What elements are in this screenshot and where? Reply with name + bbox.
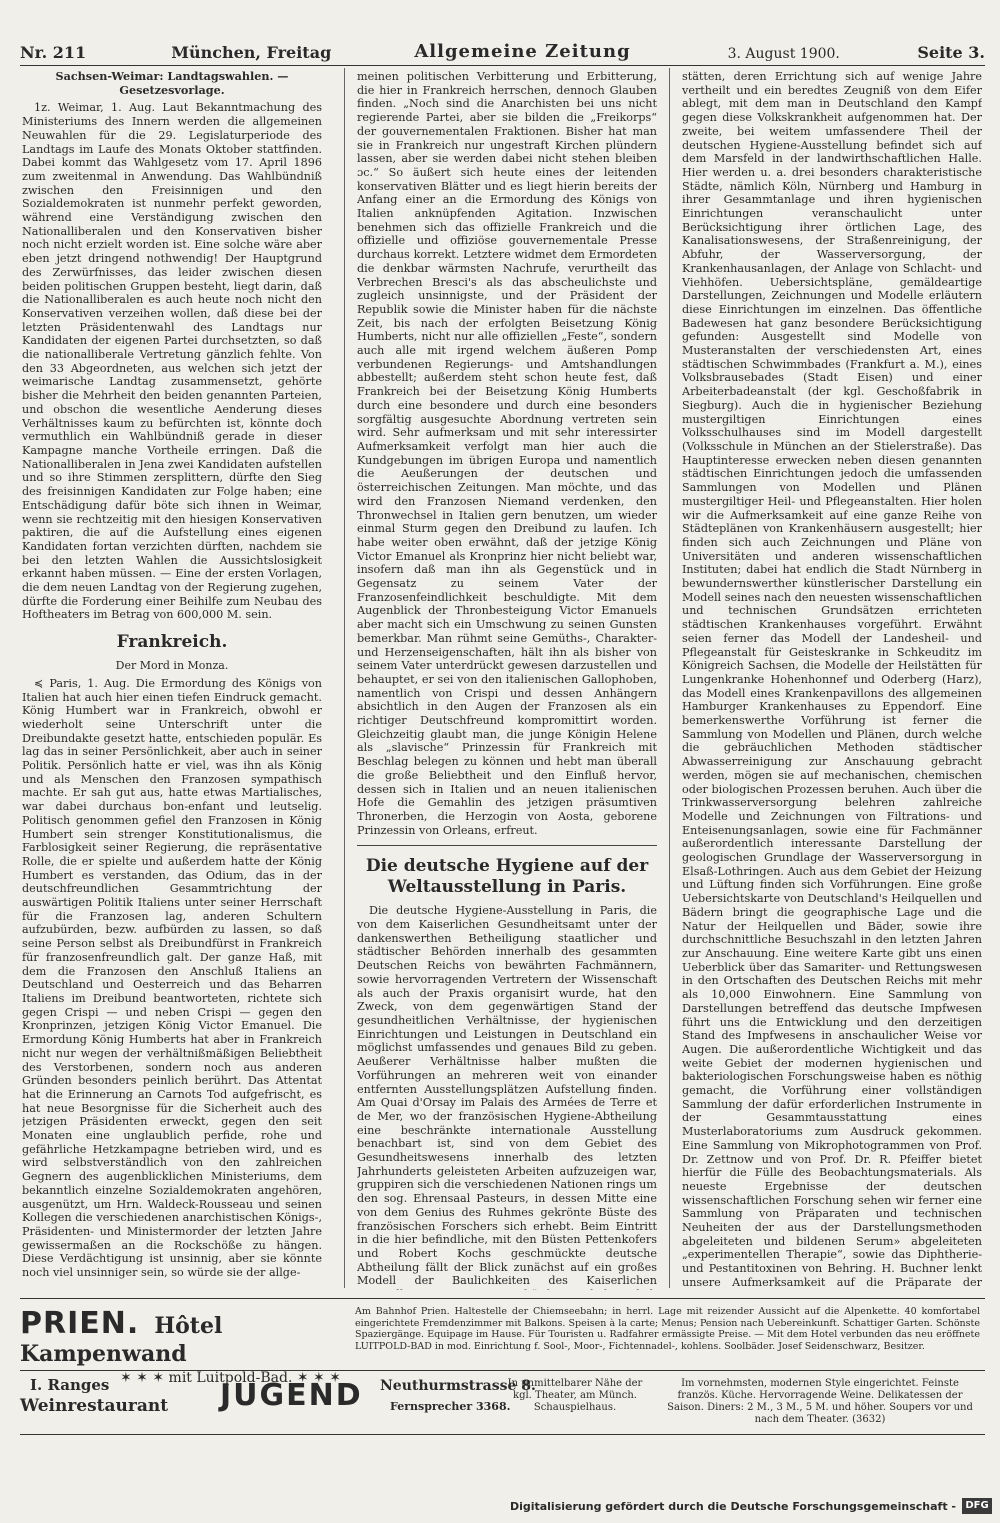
- article-title-hygiene: Die deutsche Hygiene auf der Weltausstellung in Paris.: [365, 856, 649, 898]
- ad-rule-top: [20, 1298, 985, 1299]
- ad-jugend-rank: I. Ranges: [30, 1376, 110, 1394]
- digitization-footer: [0, 1498, 1000, 1518]
- article-hygiene-continued: stätten, deren Errichtung sich auf wenige Jahre vertheilt und ein beredtes Zeugniß von dem Eifer ablegt, mit dem man in Deutschland den Kampf gegen diese Volkskrankheit aufgenommen hat. Der zweite, bei weitem umfassendere Theil der deutschen Hygiene-Ausstellung befindet sich auf dem Marsfeld in der landwirthschaftlichen Halle. Hier werden u. a. drei besonders charakteristische Städte, nämlich Köln, Nürnberg und Hamburg in ihrer Gesammtanlage und ihren hygienischen Einrichtungen veranschaulicht unter Berücksichtigung ihrer örtlichen Lage, des Kanalisationswesens, der Straßenreinigung, der Abfuhr, der Wasserversorgung, der Krankenhausanlagen, der Anlage von Schlacht- und Viehhöfen. Uebersichtspläne, gemäldeartige Darstellungen, Zeichnungen und Modelle erläutern diese Einrichtungen im einzelnen. Das öffentliche Badewesen hat ganz besondere Berücksichtigung gefunden: Ausgestellt sind Modelle von Musteranstalten der verschiedensten Art, eines städtischen Schwimmbades (Frankfurt a. M.), eines Volksbrausebades (Stadt Eisen) und einer Arbeiterbadeanstalt (der kgl. Geschoßfabrik in Siegburg). Auch die in hygienischer Beziehung mustergiltigen Einrichtungen eines Volksschulhauses sind im Modell dargestellt (Volksschule in München an der Stielerstraße). Das Hauptinteresse erwecken neben diesen genannten städtischen Einrichtungen jedoch die umfassenden Sammlungen von Modellen und Plänen mustergiltiger Heil- und Pflegeanstalten. Hier holen wir die Aufmerksamkeit auf eine ganze Reihe von Städteplänen von Krankenhäusern ausgestellt; hier finden sich auch Zeichnungen und Pläne von Universitäten und anderen wissenschaftlichen Instituten; dabei hat endlich die Stadt Nürnberg in bewundernswerther künstlerischer Darstellung ein Modell seines nach den neuesten wissenschaftlichen und technischen Grundsätzen errichteten städtischen Krankenhauses vorgeführt. Erwähnt seien ferner das Modell der Landesheil- und Pflegeanstalt für Geisteskranke in Schkeuditz im Königreich Sachsen, die Modelle der Heilstätten für Lungenkranke Hohenhonnef und Oderberg (Harz), das Modell eines Krankenpavillons des allgemeinen Hamburger Krankenhauses zu Eppendorf. Eine bemerkenswerthe Vorführung ist ferner die Sammlung von Modellen und Plänen, durch welche die gebräuchlichen Methoden städtischer Abwasserreinigung zur Anschauung gebracht werden, mögen sie auf mechanischen, chemischen oder biologischen Prozessen beruhen. Auch über die Trinkwasserversorgung belehren zahlreiche Modelle und Zeichnungen von Filtrations- und Enteisenungsanlagen, sowie eine für Fachmänner außerordentlich interessante Darstellung der geologischen Grundlage der Wasserversorgung in Elsaß-Lothringen. Auch aus dem Gebiet der Heizung und Lüftung finden sich Vorführungen. Eine große Uebersichtskarte von Deutschland's Heilquellen und Bädern bringt die geographische Lage und die Natur der Heilquellen und Bäder, sowie ihre durchschnittliche Besuchszahl in den letzten Jahren zur Anschauung. Eine weitere Karte gibt uns einen Ueberblick über das Samariter- und Rettungswesen in den Ortschaften des Deutschen Reichs mit mehr als 10,000 Einwohnern. Eine Sammlung von Darstellungen betreffend das deutsche Impfwesen führt uns die Entwicklung und den derzeitigen Stand des Impfwesens in anschaulicher Weise vor Augen. Die außerordentliche Wichtigkeit und das weite Gebiet der modernen hygienischen und bakteriologischen Forschungsweise haben es nöthig gemacht, die Vorführung einer vollständigen Sammlung der dafür erforderlichen Instrumente in der Gesammtausstattung eines Musterlaboratoriums zum Ausdruck gekommen. Eine Sammlung von Mikrophotogrammen von Prof. Dr. Zettnow und von Prof. Dr. R. Pfeiffer bietet hierfür die Fülle des Beobachtungsmaterials. Als neueste Ergebnisse der deutschen wissenschaftlichen Forschung sehen wir ferner eine Sammlung von Präparaten und technischen Neuheiten der aus der Darstellungsmethoden abgeleiteten und bildenen Serum» abgeleiteten „experimentellen Therapie“, sowie das Diphtherie- und Pestantitoxinen von Behring. H. Buchner lenkt unsere Aufmerksamkeit auf die Präparate der: [682, 70, 982, 1289]
- article-separator: [357, 845, 657, 846]
- ad-rule-bottom: [20, 1434, 985, 1435]
- footer-text: Digitalisierung gefördert durch die Deutsche Forschungsgemeinschaft -: [509, 1500, 956, 1513]
- section-heading-frankreich: Frankreich.: [116, 632, 228, 653]
- ad-jugend-restaurant: [20, 1376, 985, 1436]
- issue-date: 3. August 1900.: [727, 46, 840, 62]
- newspaper-page: [20, 40, 985, 1485]
- article-heading-weimar: Sachsen-Weimar: Landtagswahlen. — Gesetzesvorlage.: [55, 70, 289, 97]
- ad-hotel-name: Hôtel Kampenwand: [20, 1313, 223, 1367]
- ad-jugend-details: Im vornehmsten, modernen Style eingerichtet. Feinste französ. Küche. Hervorragende Weine. Delikatessen der Saison. Diners: 2 M., 3 M., 5 M. und höher. Soupers vor und nach dem Theater. (3632): [667, 1378, 973, 1425]
- column-3: [682, 70, 982, 1290]
- column-2: [357, 70, 657, 1290]
- article-subheading-monza: Der Mord in Monza.: [115, 659, 229, 673]
- page-number: Seite 3.: [917, 43, 985, 62]
- ad-jugend-name: JUGEND: [220, 1378, 363, 1413]
- header-rule: [20, 65, 985, 66]
- page-header: [20, 40, 985, 62]
- column-1: [22, 70, 322, 1290]
- article-paris-text: ≼ Paris, 1. Aug. Die Ermordung des Königs von Italien hat auch hier einen tiefen Eindruck gemacht. König Humbert war in Frankreich, obwohl er wiederholt seine Unterschrift unter die Dreibundakte gesetzt hatte, entschieden populär. Es lag das in seiner Persönlichkeit, aber auch in seiner Politik. Persönlich hatte er viel, was ihn als König und als Menschen den Franzosen sympathisch machte. Er sah gut aus, hatte etwas Martialisches, war dabei durchaus bon-enfant und leutselig. Politisch genommen gefiel den Franzosen in König Humbert sein strenger Konstitutionalismus, die Farblosigkeit seiner Regierung, die repräsentative Rolle, die er spielte und außerdem hatte der König Humbert es verstanden, das Odium, das in der deutschfreundlichen Gesammtrichtung der auswärtigen Politik Italiens unter seiner Herrschaft für die Franzosen lag, anderen Schultern aufzubürden, bezw. aufbürden zu lassen, so daß seine Person selbst als Dreibundfürst in Frankreich für franzosenfreundlich galt. Der ganze Haß, mit dem die Franzosen den Anschluß Italiens an Deutschland und Oesterreich und das Beharren Italiens im Dreibund beantworteten, richtete sich gegen Crispi — und neben Crispi — gegen den Kronprinzen, jetzigen König Victor Emanuel. Die Ermordung König Humberts hat aber in Frankreich nicht nur wegen der verhältnißmäßigen Beliebtheit des Verstorbenen, sondern noch aus anderen Gründen besonders peinlich berührt. Das Attentat hat die Erinnerung an Carnots Tod aufgefrischt, es hat neue Besorgnisse für die Sicherheit auch des jetzigen Präsidenten erweckt, gegen den seit Monaten eine unglaublich perfide, rohe und gefährliche Hetzkampagne betrieben wird, und es wird selbstverständlich von den zahlreichen Gegnern des augenblicklichen Ministeriums, dem bekanntlich einzelne Sozialdemokraten angehören, ausgenützt, um Hrn. Waldeck-Rousseau und seinen Kollegen die verschiedenen anarchistischen Königs-, Präsidenten- und Ministermorder der letzten Jahre gewissermaßen an die Rockschöße zu hängen. Diese Verdächtigung ist unsinnig, aber sie könnte noch viel unsinniger sein, so würde sie der allge-: [22, 676, 322, 1280]
- ad-prien-word: PRIEN.: [20, 1306, 140, 1341]
- ad-jugend-location: In unmittelbarer Nähe der kgl. Theater, am Münch. Schauspielhaus.: [507, 1378, 643, 1413]
- bottom-advertisements: [20, 1298, 985, 1448]
- article-hygiene-text: Die deutsche Hygiene-Ausstellung in Paris, die von dem Kaiserlichen Gesundheitsamt unter der dankenswerthen Betheiligung staatlicher und städtischer Behörden innerhalb des gesammten Deutschen Reichs von bewährten Fachmännern, sowie hervorragenden Vertretern der Wissenschaft als auch der Praxis organisirt wurde, hat den Zweck, von dem gegenwärtigen Stand der gesundheitlichen Verhältnisse, der hygienischen Einrichtungen und Leistungen in Deutschland ein möglichst umfassendes und genaues Bild zu geben. Aeußerer Verhältnisse halber mußten die Vorführungen an mehreren weit von einander entfernten Ausstellungsplätzen Aufstellung finden. Am Quai d'Orsay im Palais des Armées de Terre et de Mer, wo der französischen Hygiene-Abtheilung eine beschränkte internationale Ausstellung benachbart ist, sind von dem Gebiet des Gesundheitswesens innerhalb des letzten Jahrhunderts geleisteten Arbeiten aufzuzeigen war, gruppiren sich die verschiedenen Nationen rings um den sog. Ehrensaal Pasteurs, in dessen Mitte eine von dem Genius des Ruhmes gekrönte Büste des französischen Forschers sich erhebt. Beim Eintritt in die hier befindliche, mit den Büsten Pettenkofers und Robert Kochs geschmückte deutsche Abtheilung fällt der Blick zunächst auf ein großes Modell der Baulichkeiten des Kaiserlichen: [357, 904, 657, 1288]
- column-divider-2: [669, 68, 670, 1288]
- ad-prien-text: Am Bahnhof Prien. Haltestelle der Chiemseebahn; in herrl. Lage mit reizender Aussicht auf die Alpenkette. 40 komfortabel eingerichtete Fremdenzimmer mit Balkons. Speisen à la carte; Menus; Pension nach Uebereinkunft. Schattiger Garten. Schönste Spaziergänge. Equipage im Hause. Für Touristen u. Radfahrer ermässigte Preise. — Mit dem Hotel verbunden das neu eröffnete LUITPOLD-BAD in mod. Einrichtung f. Sool-, Moor-, Fichtennadel-, kohlens. Soolbäder. Josef Seidenschwarz, Besitzer.: [355, 1306, 980, 1352]
- ad-luitpold-bad: ✶ ✶ ✶ mit Luitpold-Bad. ✶ ✶ ✶: [120, 1370, 341, 1386]
- ad-jugend-address: Neuthurmstrasse 8.: [380, 1378, 536, 1394]
- place-day: München, Freitag: [171, 43, 332, 62]
- article-weimar-text: 1z. Weimar, 1. Aug. Laut Bekanntmachung des Ministeriums des Innern werden die allgemeinen Neuwahlen für die 29. Legislaturperiode des Landtags im Laufe des Monats Oktober stattfinden. Dabei kommt das Wahlgesetz vom 17. April 1896 zum zweitenmal in Anwendung. Das Wahlbündniß zwischen den Freisinnigen und den Sozialdemokraten ist nunmehr perfekt geworden, während eine Verständigung zwischen den Nationalliberalen und den Konservativen bisher noch nicht erzielt worden ist. Eine solche wäre aber eben jetzt dringend nothwendig! Der Hauptgrund des Zerwürfnisses, das leider zwischen diesen beiden politischen Gruppen besteht, liegt darin, daß die Nationalliberalen es auch heute noch nicht den Konservativen verzeihen wollen, daß diese bei der letzten Präsidentenwahl des Landtags nur Kandidaten der eigenen Partei durchsetzten, so daß die nationalliberale Vertretung gänzlich fehlte. Von den 33 Abgeordneten, aus welchen sich jetzt der weimarische Landtag zusammensetzt, gehörte bisher die Mehrheit den beiden genannten Parteien, und obschon die wesentliche Aenderung dieses Verhältnisses kaum zu befürchten ist, könnte doch vermuthlich ein Wahlbündniß gerade in dieser Kampagne manche Vortheile erringen. Daß die Nationalliberalen in Jena zwei Kandidaten aufstellen und so ihre Stimmen zersplittern, dürfte den Sieg des freisinnigen Kandidaten zur Folge haben; eine Entschädigung dafür böte sich ihnen in Weimar, wenn sie rechtzeitig mit den hiesigen Konservativen paktiren, die auf die Aufstellung eines eigenen Kandidaten fortan verzichten dürften, nachdem sie bei den letzten Wahlen die Aussichtslosigkeit erkannt haben müssen. — Eine der ersten Vorlagen, die dem neuen Landtag von der Regierung zugehen, dürfte die Forderung einer Beihilfe zum Neubau des Hoftheaters im Betrag von 600,000 M. sein.: [22, 101, 322, 622]
- ad-jugend-type: Weinrestaurant: [20, 1396, 169, 1416]
- ad-jugend-phone: Fernsprecher 3368.: [390, 1400, 511, 1413]
- newspaper-title: Allgemeine Zeitung: [414, 41, 631, 62]
- ad-rule-middle: [20, 1370, 985, 1371]
- article-paris-continued: meinen politischen Verbitterung und Erbitterung, die hier in Frankreich herrschen, dennoch Glauben finden. „Noch sind die Anarchisten bei uns nicht regierende Partei, aber sie bilden die „Freikorps“ der gouvernementalen Fraktionen. Bisher hat man sie in Frankreich nur ungestraft Kirchen plündern lassen, aber sie werden dabei nicht stehen bleiben ɔc.“ So äußert sich heute eines der leitenden konservativen Blätter und es liegt hierin bereits der Anfang einer an die Ermordung des Königs von Italien anknüpfenden Agitation. Inzwischen benehmen sich das offizielle Frankreich und die offizielle und offiziöse gouvernementale Presse durchaus korrekt. Letztere widmet dem Ermordeten die denkbar wärmsten Nachrufe, verurtheilt das Verbrechen Bresci's als das abscheulichste und zugleich unsinnigste, und der Präsident der Republik sowie die Minister haben für die nächste Zeit, bis nach der erfolgten Beisetzung König Humberts, nicht nur alle offiziellen „Feste“, sondern auch alle mit irgend welchem äußeren Pomp verbundenen Regierungs- und Amtshandlungen abbestellt; außerdem steht schon heute fest, daß Frankreich bei der Beisetzung König Humberts durch eine besondere und durch eine besonders sorgfältig ausgesuchte Abordnung vertreten sein wird. Sehr aufmerksam und mit sehr interessirter Aufmerksamkeit verfolgt man hier auch die Kundgebungen im übrigen Europa und namentlich die Aeußerungen der deutschen und österreichischen Zeitungen. Man möchte, und das wird den Franzosen Niemand verdenken, den Thronwechsel in Italien gern benutzen, um wieder einmal Sturm gegen den Dreibund zu laufen. Ich habe weiter oben erwähnt, daß der jetzige König Victor Emanuel als Kronprinz hier nicht beliebt war, insofern daß man ihn als Gegenstück und in Gegensatz zu seinem Vater der Franzosenfeindlichkeit beschuldigte. Mit dem Augenblick der Thronbesteigung Victor Emanuels aber macht sich ein Umschwung zu seinen Gunsten bemerkbar. Man rühmt seine Gemüths-, Charakter- und Herzenseigenschaften, hält ihn als bisher von seinem Vater unterdrückt gewesen darzustellen und behauptet, er sei von den italienischen Gallophoben, namentlich von Crispi und dessen Anhängern absichtlich in den Augen der Franzosen als ein richtiger Deutschfreund kompromittirt worden. Gleichzeitig glaubt man, die junge Königin Helene als „slavische“ Prinzessin für Frankreich mit Beschlag belegen zu können und hebt man überall die große Beliebtheit und den Einfluß hervor, dessen sich in Italien und an neuen italienischen Hofe die Gemahlin des jetzigen präsumtiven Thronerben, die Herzogin von Aosta, geborene Prinzessin von Orleans, erfreut.: [357, 70, 657, 837]
- column-divider-1: [344, 68, 345, 1288]
- dfg-logo: DFG: [962, 1498, 992, 1514]
- issue-number: Nr. 211: [20, 43, 87, 62]
